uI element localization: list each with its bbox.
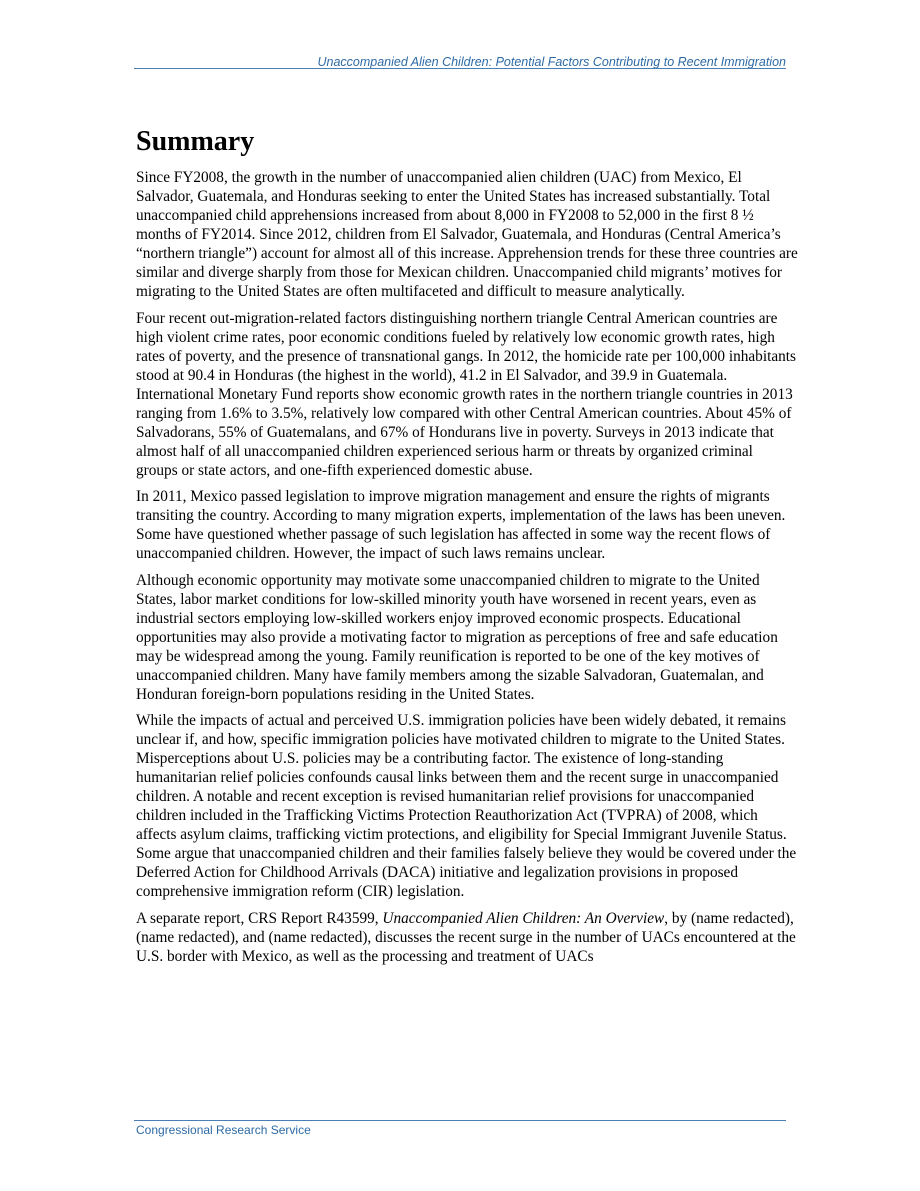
running-header-title: Unaccompanied Alien Children: Potential Factors Contributing to Recent Immigration: [317, 55, 786, 69]
footer-rule: [134, 1120, 786, 1121]
footer-organization: Congressional Research Service: [136, 1123, 311, 1137]
report-title-citation: Unaccompanied Alien Children: An Overview: [382, 909, 665, 927]
paragraph-3: In 2011, Mexico passed legislation to improve migration management and ensure the rights of migrants transiting the country. According to many migration experts, implementation of the laws has been uneven. Some have questioned whether passage of such legislation has affected in some way the recent flows of unaccompanied children. However, the impact of such laws remains unclear.: [136, 488, 786, 562]
paragraph-4: Although economic opportunity may motivate some unaccompanied children to migrate to the United States, labor market conditions for low-skilled minority youth have worsened in recent years, even as industrial sectors employing low-skilled workers enjoy improved economic prospects. Educational opportunities may also provide a motivating factor to migration as perceptions of free and safe education may be widespread among the young. Family reunification is reported to be one of the key motives of unaccompanied children. Many have family members among the sizable Salvadoran, Guatemalan, and Honduran foreign-born populations residing in the United States.: [136, 571, 778, 703]
header-rule: [134, 68, 786, 69]
page-content: [136, 124, 798, 973]
paragraph-6-lead: A separate report, CRS Report R43599,: [136, 909, 383, 927]
section-title: Summary: [136, 126, 255, 157]
paragraph-6-rest: , by (name redacted), (name redacted), and (name redacted), discusses the recent surge in the number of UACs encountered at the U.S. border with Mexico, as well as the processing and treatment of UACs: [136, 909, 796, 965]
paragraph-2: Four recent out-migration-related factors distinguishing northern triangle Central American countries are high violent crime rates, poor economic conditions fueled by relatively low economic growth rates, high rates of poverty, and the presence of transnational gangs. In 2012, the homicide rate per 100,000 inhabitants stood at 90.4 in Honduras (the highest in the world), 41.2 in El Salvador, and 39.9 in Guatemala. International Monetary Fund reports show economic growth rates in the northern triangle countries in 2013 ranging from 1.6% to 3.5%, relatively low compared with other Central American countries. About 45% of Salvadorans, 55% of Guatemalans, and 67% of Hondurans live in poverty. Surveys in 2013 indicate that almost half of all unaccompanied children experienced serious harm or threats by organized criminal groups or state actors, and one-fifth experienced domestic abuse.: [136, 309, 796, 479]
paragraph-5: While the impacts of actual and perceived U.S. immigration policies have been widely debated, it remains unclear if, and how, specific immigration policies have motivated children to migrate to the United States. Misperceptions about U.S. policies may be a contributing factor. The existence of long-standing humanitarian relief policies confounds causal links between them and the recent surge in unaccompanied children. A notable and recent exception is revised humanitarian relief provisions for unaccompanied children included in the Trafficking Victims Protection Reauthorization Act (TVPRA) of 2008, which affects asylum claims, trafficking victim protections, and eligibility for Special Immigrant Juvenile Status. Some argue that unaccompanied children and their families falsely believe they would be covered under the Deferred Action for Childhood Arrivals (DACA) initiative and legalization provisions in proposed comprehensive immigration reform (CIR) legislation.: [136, 712, 797, 900]
paragraph-6: [136, 909, 798, 966]
paragraph-1: Since FY2008, the growth in the number of unaccompanied alien children (UAC) from Mexico, El Salvador, Guatemala, and Honduras seeking to enter the United States has increased substantially. Total unaccompanied child apprehensions increased from about 8,000 in FY2008 to 52,000 in the first 8 ½ months of FY2014. Since 2012, children from El Salvador, Guatemala, and Honduras (Central America’s “northern triangle”) account for almost all of this increase. Apprehension trends for these three countries are similar and diverge sharply from those for Mexican children. Unaccompanied child migrants’ motives for migrating to the United States are often multifaceted and difficult to measure analytically.: [136, 169, 798, 300]
